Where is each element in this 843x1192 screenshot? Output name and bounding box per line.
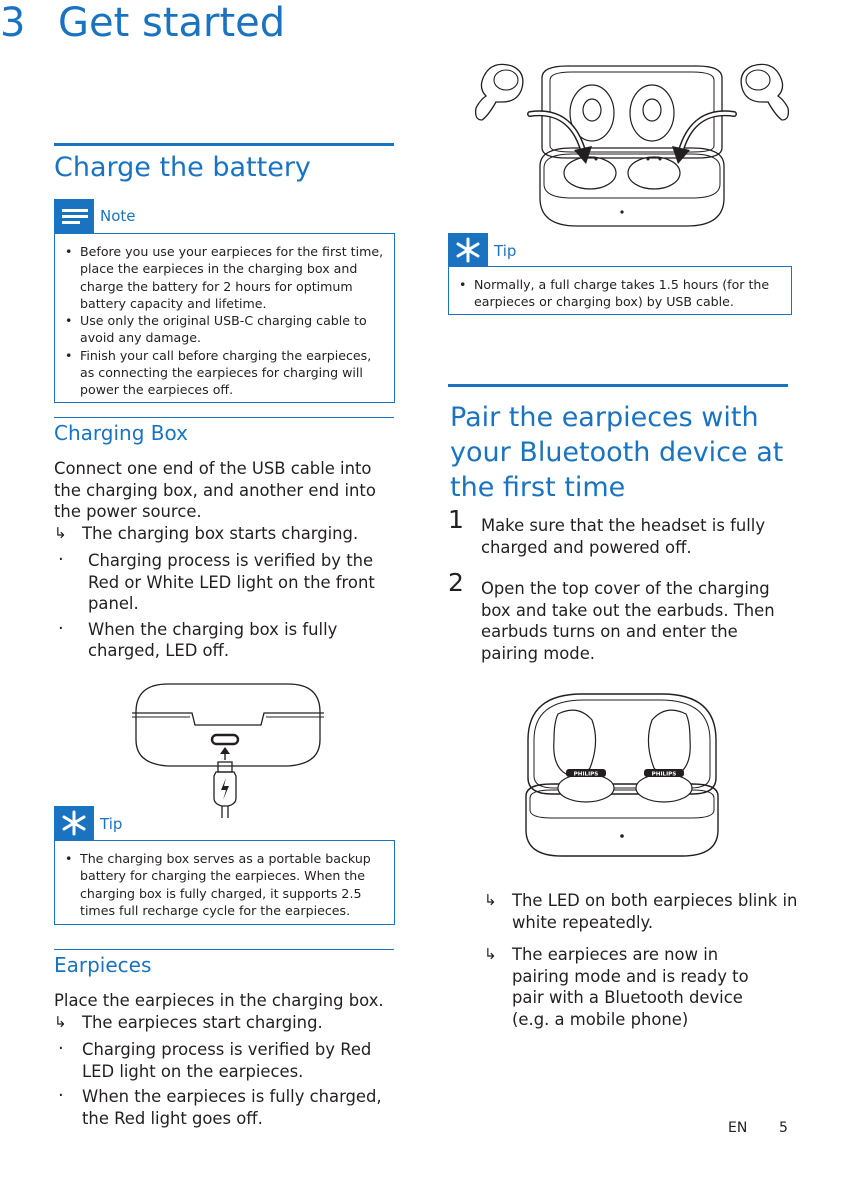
footer-language: EN [728, 1120, 748, 1136]
heading-line: Pair the earpieces with [450, 402, 759, 433]
earpieces-result [54, 1012, 396, 1034]
section-heading-charge: Charge the battery [54, 152, 311, 183]
tip-text: • The charging box serves as a portable backup battery for charging the earpieces. When the charging box is fully charged, it supports 2.5 times full recharge cycle for the earpieces. [63, 850, 384, 919]
list-item: · Charging process is verified by the Red or White LED light on the front panel. [54, 550, 394, 615]
result-text: The LED on both earpieces blink in white repeatedly. [512, 891, 798, 932]
tip-icon [448, 233, 488, 267]
earbud-brand-left: PHILIPS [573, 771, 599, 778]
charging-box-body [54, 458, 394, 662]
earpieces-body [54, 990, 396, 1129]
result-arrow-icon: ↳ [484, 945, 497, 963]
chapter-number: 3 [0, 0, 26, 46]
note-box [54, 233, 395, 403]
list-item: · When the earpieces is fully charged, the Red light goes off. [54, 1086, 396, 1129]
result-arrow-icon: ↳ [484, 891, 497, 909]
subsection-heading-earpieces: Earpieces [54, 953, 152, 977]
subsection-rule [54, 949, 394, 950]
result-arrow-icon: ↳ [54, 1012, 67, 1031]
heading-line: your Bluetooth device at [450, 437, 784, 468]
earbuds-into-case-illustration [472, 58, 792, 228]
tip-box [448, 266, 792, 315]
result-arrow-icon: ↳ [54, 523, 67, 542]
tip-text: • Normally, a full charge takes 1.5 hours (for the earpieces or charging box) by USB cable. [457, 276, 781, 311]
chapter-title-text: Get started [58, 0, 286, 46]
charging-box-illustration [128, 680, 328, 822]
open-case-illustration [522, 690, 722, 860]
earbud-brand-right: PHILIPS [651, 771, 677, 778]
charging-box-result [54, 523, 394, 545]
tip-box [54, 840, 395, 925]
section-rule [448, 384, 788, 387]
heading-line: the first time [450, 472, 626, 503]
list-item: · Charging process is verified by Red LED light on the earpieces. [54, 1039, 396, 1082]
page-number: 5 [779, 1120, 788, 1136]
note-icon [54, 199, 94, 233]
tip-label: Tip [494, 242, 517, 260]
pair-results [484, 890, 814, 1030]
tip-label: Tip [100, 815, 123, 833]
note-label: Note [100, 207, 136, 225]
note-item: • Finish your call before charging the earpieces, as connecting the earpieces for charging will power the earpieces off. [63, 347, 384, 399]
chapter-title [0, 0, 843, 46]
note-item: • Use only the original USB-C charging cable to avoid any damage. [63, 312, 384, 347]
tip-icon [54, 806, 94, 840]
pair-result [484, 890, 814, 933]
note-item: • Before you use your earpieces for the first time, place the earpieces in the charging box and charge the battery for 2 hours for optimum battery capacity and lifetime. [63, 243, 384, 312]
section-rule [54, 143, 394, 146]
step-text: Make sure that the headset is fully charged and powered off. [481, 516, 766, 557]
step-number: 2 [448, 568, 464, 597]
result-text: The charging box starts charging. [82, 523, 359, 543]
list-item: · When the charging box is fully charged, LED off. [54, 619, 394, 662]
charging-box-intro: Connect one end of the USB cable into the charging box, and another end into the power source. [54, 459, 376, 521]
result-text: The earpieces are now in pairing mode and is ready to pair with a Bluetooth device (e.g. a mobile phone) [512, 945, 749, 1029]
step-number: 1 [448, 505, 464, 534]
result-text: The earpieces start charging. [82, 1012, 323, 1032]
step-text: Open the top cover of the charging box and take out the earbuds. Then earbuds turns on and enter the pairing mode. [481, 579, 775, 663]
earpieces-intro: Place the earpieces in the charging box. [54, 991, 384, 1010]
subsection-heading-charging-box: Charging Box [54, 421, 188, 445]
pair-result [484, 944, 762, 1030]
subsection-rule [54, 417, 394, 418]
section-heading-pair [450, 400, 810, 505]
